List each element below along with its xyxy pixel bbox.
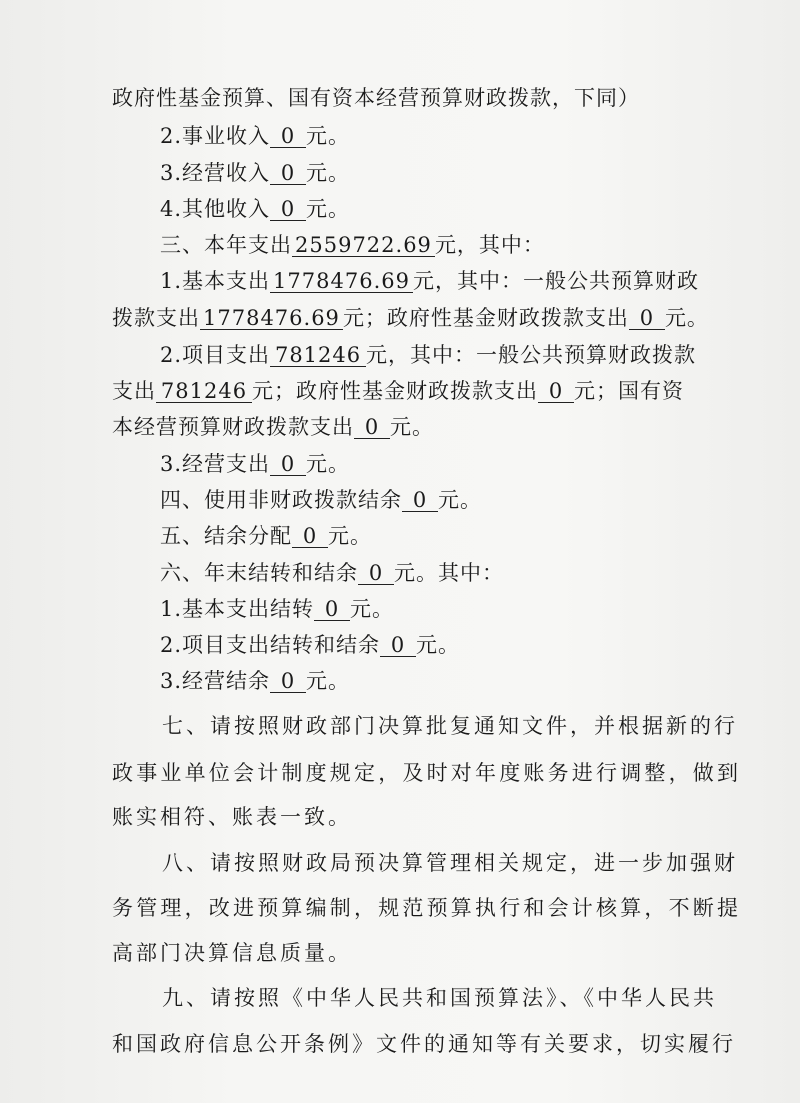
line-suffix: 元；国有资 <box>574 379 684 403</box>
text-line-6 <box>160 268 699 294</box>
amount-value: 0 <box>358 562 394 585</box>
text-line-11 <box>160 451 350 477</box>
line-label: 支出 <box>112 379 156 403</box>
text-line-18 <box>162 713 738 739</box>
line-suffix: 元。 <box>438 488 482 512</box>
amount-value: 0 <box>270 162 306 185</box>
line-label: 3.经营结余 <box>160 669 271 693</box>
line-text: 九、请按照《中华人民共和国预算法》、《中华人民共 <box>162 986 717 1010</box>
line-suffix: 元。 <box>306 669 351 693</box>
text-line-20 <box>112 804 352 830</box>
text-line-19 <box>112 760 741 786</box>
line-text: 账实相符、账表一致。 <box>112 805 352 829</box>
text-line-14 <box>160 560 504 586</box>
text-line-22 <box>112 895 741 921</box>
amount-value: 781246 <box>156 380 252 403</box>
line-suffix: 元。 <box>306 197 351 221</box>
amount-value: 0 <box>402 489 438 512</box>
line-suffix: 元，其中： <box>434 233 545 257</box>
line-suffix: 元。 <box>416 633 461 657</box>
line-label: 4.其他收入 <box>160 197 271 221</box>
amount-value: 0 <box>270 670 306 693</box>
line-label: 拨款支出 <box>112 306 200 330</box>
line-suffix: 元。 <box>306 452 351 476</box>
line-suffix: 元，其中：一般公共预算财政 <box>412 269 699 293</box>
line-label: 四、使用非财政拨款结余 <box>160 488 402 512</box>
line-label: 3.经营收入 <box>160 161 271 185</box>
line-text: 高部门决算信息质量。 <box>112 941 352 965</box>
line-label: 本经营预算财政拨款支出 <box>112 415 354 439</box>
amount-value-2: 0 <box>629 307 665 330</box>
line-middle: 元；政府性基金财政拨款支出 <box>252 379 538 403</box>
line-suffix: 元。其中： <box>394 561 504 585</box>
amount-value: 0 <box>270 125 306 148</box>
line-label: 六、年末结转和结余 <box>160 561 358 585</box>
line-suffix: 元。 <box>328 524 372 548</box>
text-line-9 <box>112 378 684 404</box>
line-text: 政事业单位会计制度规定，及时对年度账务进行调整，做到 <box>112 761 742 785</box>
text-line-25 <box>112 1031 736 1057</box>
line-suffix: 元。 <box>350 597 395 621</box>
text-line-1 <box>112 85 640 111</box>
amount-value-2: 0 <box>538 380 574 403</box>
text-line-7 <box>112 305 709 331</box>
line-text: 和国政府信息公开条例》文件的通知等有关要求，切实履行 <box>112 1032 736 1056</box>
line-label: 3.经营支出 <box>160 452 271 476</box>
amount-value: 0 <box>270 198 306 221</box>
text-line-8 <box>160 342 696 368</box>
line-label: 2.事业收入 <box>160 124 271 148</box>
line-label: 1.基本支出结转 <box>160 597 315 621</box>
text-line-3 <box>160 160 350 186</box>
text-line-24 <box>162 985 717 1011</box>
line-label: 1.基本支出 <box>160 269 271 293</box>
line-middle: 元；政府性基金财政拨款支出 <box>342 306 629 330</box>
text-line-10 <box>112 414 434 440</box>
text-line-12 <box>160 487 482 513</box>
amount-value: 1778476.69 <box>200 307 343 330</box>
line-label: 三、本年支出 <box>160 233 292 257</box>
text-line-17 <box>160 668 350 694</box>
amount-value: 1778476.69 <box>270 270 413 293</box>
line-text: 八、请按照财政局预决算管理相关规定，进一步加强财 <box>162 851 738 875</box>
amount-value: 2559722.69 <box>292 234 435 257</box>
line-suffix: 元。 <box>390 415 434 439</box>
text-line-2 <box>160 123 350 149</box>
line-suffix: 元。 <box>306 161 351 185</box>
line-text: 务管理，改进预算编制，规范预算执行和会计核算，不断提 <box>112 896 742 920</box>
text-line-4 <box>160 196 350 222</box>
amount-value: 0 <box>292 525 328 548</box>
text-line-21 <box>162 850 738 876</box>
line-text: 政府性基金预算、国有资本经营预算财政拨款，下同） <box>112 86 640 110</box>
line-suffix: 元。 <box>664 306 709 330</box>
line-label: 五、结余分配 <box>160 524 292 548</box>
text-line-13 <box>160 523 372 549</box>
amount-value: 0 <box>314 598 350 621</box>
text-line-5 <box>160 232 545 258</box>
line-label: 2.项目支出 <box>160 343 271 367</box>
amount-value: 781246 <box>270 344 366 367</box>
amount-value: 0 <box>380 634 416 657</box>
text-line-16 <box>160 632 460 658</box>
text-line-15 <box>160 596 394 622</box>
text-line-23 <box>112 940 352 966</box>
amount-value: 0 <box>270 453 306 476</box>
amount-value: 0 <box>354 416 390 439</box>
line-text: 七、请按照财政部门决算批复通知文件，并根据新的行 <box>162 714 738 738</box>
line-suffix: 元。 <box>306 124 351 148</box>
line-suffix: 元，其中：一般公共预算财政拨款 <box>366 343 697 367</box>
line-label: 2.项目支出结转和结余 <box>160 633 381 657</box>
